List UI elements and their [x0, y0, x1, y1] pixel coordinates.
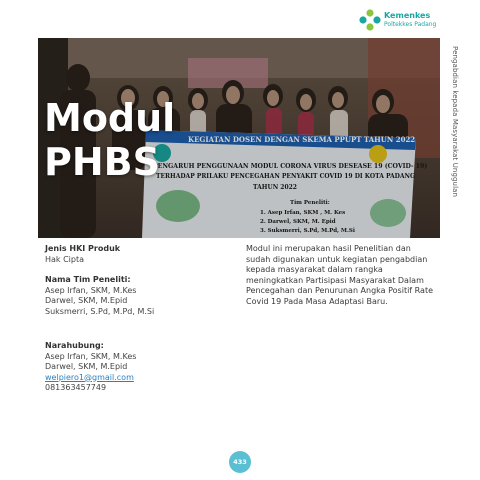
- section-side-label: Pengabdian kepada Masyarakat Unggulan: [451, 46, 459, 198]
- banner-heading: KEGIATAN DOSEN DENGAN SKEMA PPUPT TAHUN 2022: [188, 135, 416, 144]
- description: [246, 244, 434, 307]
- kemenkes-logo: [358, 6, 468, 34]
- module-title: [44, 96, 175, 184]
- team-label: Nama Tim Peneliti:: [45, 275, 131, 284]
- brand-name: Kemenkes: [384, 11, 431, 20]
- module-title-line-2: PHBS: [44, 140, 160, 184]
- contact-block: [45, 341, 235, 394]
- team-member: Suksmerri, S.Pd, M.Pd, M.Si: [45, 306, 155, 316]
- banner-team-1: 1. Asep Irfan, SKM , M. Kes: [260, 210, 346, 216]
- banner-team-title: Tim Peneliti:: [290, 200, 330, 206]
- contact-label: Narahubung:: [45, 341, 104, 350]
- hki-block: [45, 244, 235, 265]
- contact-person: Darwel, SKM, M.Epid: [45, 362, 128, 371]
- contact-email-link[interactable]: welpiero1@gmail.com: [45, 372, 134, 382]
- banner-line-3: TERHADAP PRILAKU PENCEGAHAN PENYAKIT COVID 19 DI KOTA PADANG: [156, 173, 416, 180]
- contact-person: Asep Irfan, SKM, M.Kes: [45, 351, 137, 361]
- hki-value: Hak Cipta: [45, 254, 85, 264]
- banner-line-4: TAHUN 2022: [253, 184, 297, 191]
- contact-phone: 081363457749: [45, 383, 107, 392]
- product-info: [45, 244, 235, 404]
- team-member: Asep Irfan, SKM, M.Kes: [45, 285, 137, 295]
- brand-subtitle: Poltekkes Padang: [384, 21, 437, 28]
- kemenkes-logo-icon: [358, 8, 382, 32]
- banner-line-2: PENGARUH PENGGUNAAN MODUL CORONA VIRUS DESEASE 19 (COVID- 19): [153, 163, 428, 170]
- description-text: Modul ini merupakan hasil Penelitian dan sudah digunakan untuk kegiatan pengabdian kepada masyarakat dalam rangka meningkatkan Partisipasi Masyarakat Dalam Pencegahan dan Penurunan Angka Positif Rate Covid 19 Pada Masa Adaptasi Baru.: [246, 244, 434, 306]
- cover-photo: [38, 38, 440, 238]
- team-member: Darwel, SKM, M.Epid: [45, 296, 128, 305]
- module-title-line-1: Modul: [44, 96, 176, 140]
- team-block: [45, 275, 235, 317]
- page-number-badge: 433: [229, 451, 251, 473]
- banner-team-3: 3. Suksmerri, S.Pd, M.Pd, M.Si: [260, 228, 355, 234]
- hki-label: Jenis HKI Produk: [45, 244, 121, 253]
- banner-team-2: 2. Darwel, SKM, M. Epid: [260, 219, 336, 225]
